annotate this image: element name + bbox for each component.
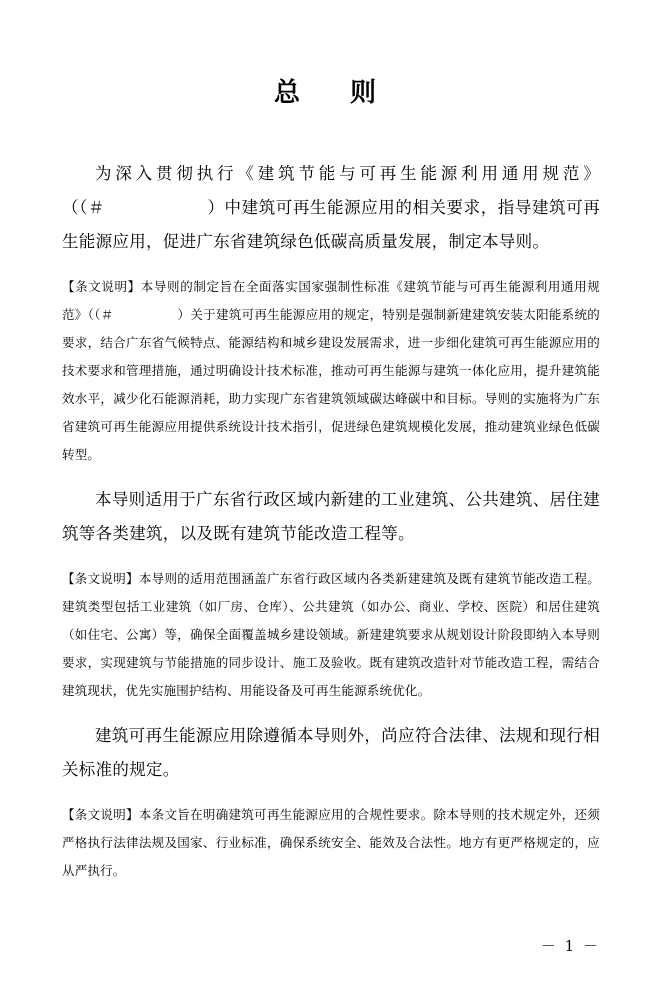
note-paragraph: 【条文说明】本导则的制定旨在全面落实国家强制性标准《建筑节能与可再生能源利用通用规范》（（＃ ）关于建筑可再生能源应用的规定，特别是强制新建建筑安装太阳能系统的要求，结合广东省气候特点、能源结构和城乡建设发展需求，进一步细化建筑可再生能源应用的技术要求和管理措施，通过明确设计技术标准，推动可再生能源与建筑一体化应用，提升建筑能效水平，减少化石能源消耗，助力实现广东省建筑领域碳达峰碳中和目标。导则的实施将为广东省建筑可再生能源应用提供系统设计技术指引，促进绿色建筑规模化发展，推动建筑业绿色低碳转型。	[62, 279, 600, 462]
body-paragraph: 建筑可再生能源应用除遵循本导则外，尚应符合法律、法规和现行相关标准的规定。	[62, 726, 600, 779]
document-page	[0, 72, 662, 1008]
explanatory-note	[62, 565, 600, 705]
note-paragraph: 【条文说明】本导则的适用范围涵盖广东省行政区域内各类新建建筑及既有建筑节能改造工程。建筑类型包括工业建筑（如厂房、仓库）、公共建筑（如办公、商业、学校、医院）和居住建筑（如住宅、公寓）等，确保全面覆盖城乡建设领域。新建建筑要求从规划设计阶段即纳入本导则要求，实现建筑与节能措施的同步设计、施工及验收。既有建筑改造针对节能改造工程，需结合建筑现状，优先实施围护结构、用能设备及可再生能源系统优化。	[62, 571, 600, 698]
note-paragraph: 【条文说明】本条文旨在明确建筑可再生能源应用的合规性要求。除本导则的技术规定外，还须严格执行法律法规及国家、行业标准，确保系统安全、能效及合法性。地方有更严格规定的，应从严执行。	[62, 807, 600, 878]
body-paragraph: 本导则适用于广东省行政区域内新建的工业建筑、公共建筑、居住建筑等各类建筑，以及既有建筑节能改造工程等。	[62, 490, 600, 543]
page-title: 总 则	[273, 78, 388, 108]
body-paragraph: 为深入贯彻执行《建筑节能与可再生能源利用通用规范》（（＃ ）中建筑可再生能源应用的相关要求，指导建筑可再生能源应用，促进广东省建筑绿色低碳高质量发展，制定本导则。	[62, 164, 600, 251]
page-number: － 1 －	[540, 937, 600, 955]
explanatory-note	[62, 801, 600, 885]
explanatory-note	[62, 273, 600, 469]
